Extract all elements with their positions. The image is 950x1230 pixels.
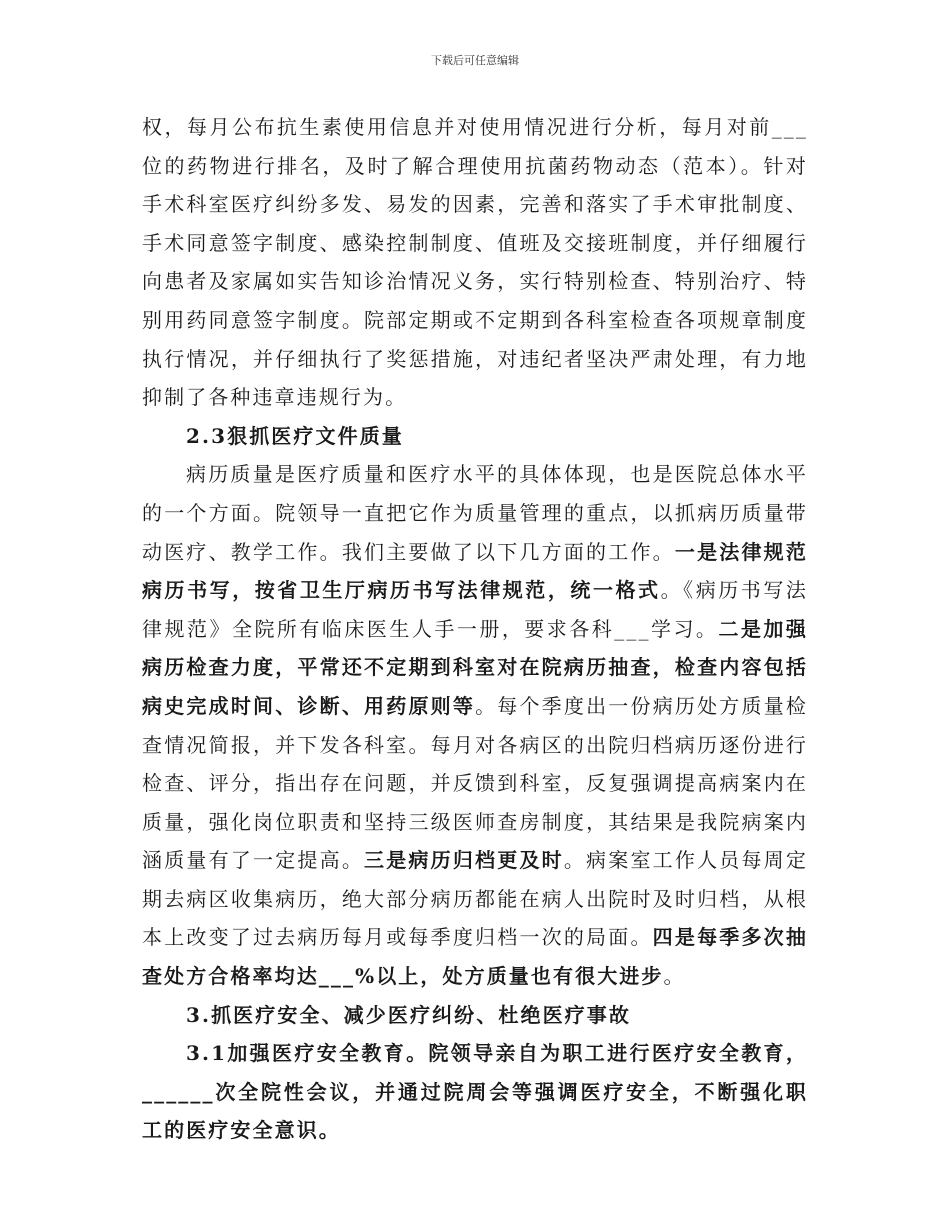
text-segment: 。《病历书写法律规范》全院所有临床医生人手一册，要求各科___学习。 bbox=[142, 578, 808, 641]
page-header: 下载后可任意编辑 bbox=[431, 54, 519, 67]
bold-segment: 3.1加强医疗安全教育。院领导亲自为职工进行医疗安全教育，______次全院性会议，并通过院周会等强调医疗安全，不断强化职工的医疗安全意识。 bbox=[142, 1041, 808, 1143]
heading-text: 2.3狠抓医疗文件质量 bbox=[186, 423, 404, 448]
paragraph-p5 bbox=[142, 1034, 808, 1150]
text-segment: 权，每月公布抗生素使用信息并对使用情况进行分析，每月对前___位的药物进行排名，及时了解合理使用抗菌药物动态（范本）。针对手术科室医疗纠纷多发、易发的因素，完善和落实了手术审批制度、手术同意签字制度、感染控制制度、值班及交接班制度，并仔细履行向患者及家属如实告知诊治情况义务，实行特别检查、特别治疗、特别用药同意签字制度。院部定期或不定期到各科室检查各项规章制度执行情况，并仔细执行了奖惩措施，对违纪者坚决严肃处理，有力地抑制了各种违章违规行为。 bbox=[142, 115, 808, 410]
text-segment: 。病案室工作人员每周定期去病区收集病历，绝大部分病历都能在病人出院时及时归档，从根本上改变了过去病历每月或每季度归档一次的局面。 bbox=[142, 848, 808, 950]
document-body bbox=[142, 108, 808, 1150]
bold-segment: 三是病历归档更及时 bbox=[364, 848, 564, 873]
bold-segment: 二是加强病历检查力度，平常还不定期到科室对在院病历抽查，检查内容包括病史完成时间、诊断、用药原则等 bbox=[142, 616, 809, 718]
bold-segment: 一是法律规范病历书写，按省卫生厅病历书写法律规范，统一格式 bbox=[142, 539, 808, 603]
section-heading-3 bbox=[142, 996, 808, 1035]
bold-segment: 四是每季多次抽查处方合格率均达___%以上，处方质量也有很大进步 bbox=[142, 925, 808, 989]
section-heading-2-3 bbox=[142, 417, 808, 456]
paragraph-p1 bbox=[142, 108, 808, 417]
text-segment: 病历质量是医疗质量和医疗水平的具体体现，也是医院总体水平的一个方面。院领导一直把它作为质量管理的重点，以抓病历质量带动医疗、教学工作。我们主要做了以下几方面的工作。 bbox=[142, 462, 808, 564]
paragraph-p3 bbox=[142, 455, 808, 995]
text-segment: 。 bbox=[663, 964, 686, 989]
text-segment: 。每个季度出一份病历处方质量检查情况简报，并下发各科室。每月对各病区的出院归档病历逐份进行检查、评分，指出存在问题，并反馈到科室，反复强调提高病案内在质量，强化岗位职责和坚持三级医师查房制度，其结果是我院病案内涵质量有了一定提高。 bbox=[142, 693, 809, 873]
heading-text: 3.抓医疗安全、减少医疗纠纷、杜绝医疗事故 bbox=[186, 1002, 631, 1027]
